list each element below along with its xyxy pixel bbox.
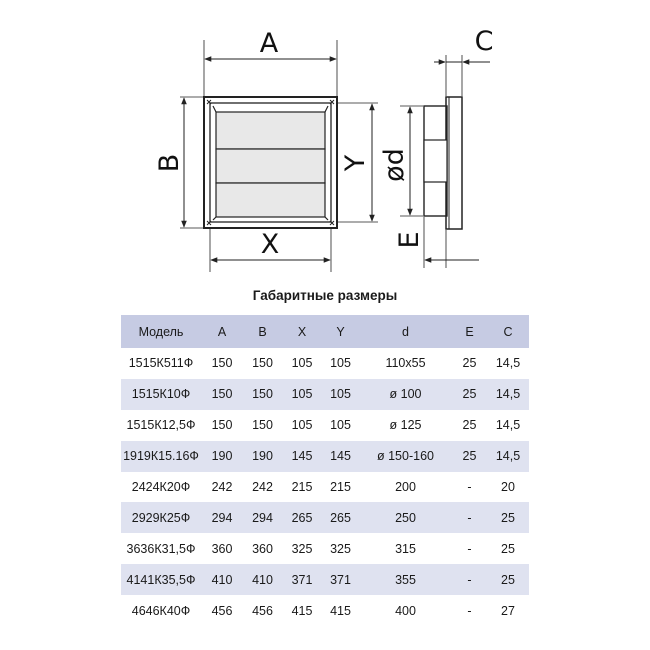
header-model: Модель bbox=[138, 324, 184, 339]
header-y: Y bbox=[336, 324, 345, 339]
cell-model: 3636К31,5Ф bbox=[126, 541, 196, 556]
cell-model: 1515К511Ф bbox=[128, 356, 194, 371]
cell-b: 242 bbox=[252, 480, 273, 494]
table-title: Габаритные размеры bbox=[252, 288, 398, 303]
cell-x: 105 bbox=[291, 356, 313, 371]
header-x: X bbox=[297, 324, 307, 339]
cell-model: 2424К20Ф bbox=[131, 480, 191, 494]
cell-c: 14,5 bbox=[495, 356, 521, 371]
dim-label-a: A bbox=[259, 28, 279, 59]
dim-label-e: E bbox=[394, 231, 425, 249]
cell-y: 265 bbox=[330, 510, 351, 525]
cell-x: 105 bbox=[291, 387, 313, 402]
cell-y: 371 bbox=[330, 572, 351, 587]
louvers bbox=[213, 106, 328, 220]
dim-label-x: X bbox=[260, 229, 280, 260]
cell-b: 150 bbox=[252, 356, 273, 371]
cell-a: 456 bbox=[211, 603, 233, 618]
cell-x: 105 bbox=[291, 418, 313, 433]
cell-a: 150 bbox=[211, 418, 233, 433]
cell-d: 315 bbox=[395, 541, 416, 556]
cell-model: 1919К15.16Ф bbox=[123, 449, 199, 464]
cell-c: 27 bbox=[501, 603, 515, 618]
cell-b: 190 bbox=[252, 449, 273, 464]
cell-y: 105 bbox=[330, 356, 351, 371]
cell-e: - bbox=[467, 603, 472, 618]
header-d: d bbox=[402, 324, 409, 339]
table-row bbox=[121, 564, 529, 595]
cell-model: 4141К35,5Ф bbox=[126, 572, 196, 587]
cell-model: 2929К25Ф bbox=[131, 510, 191, 525]
cell-e: 25 bbox=[462, 418, 477, 433]
table-row bbox=[121, 441, 529, 472]
table-row bbox=[121, 502, 529, 533]
cell-e: 25 bbox=[462, 449, 477, 464]
cell-x: 145 bbox=[291, 449, 313, 464]
cell-model: 1515К12,5Ф bbox=[126, 418, 196, 433]
table-row bbox=[121, 379, 529, 410]
cell-a: 294 bbox=[211, 510, 233, 525]
cell-d: ø 150-160 bbox=[377, 449, 434, 464]
cell-a: 242 bbox=[211, 480, 233, 494]
cell-e: - bbox=[467, 572, 472, 587]
cell-y: 215 bbox=[330, 480, 351, 494]
cell-model: 4646К40Ф bbox=[131, 603, 191, 618]
cell-a: 150 bbox=[211, 387, 233, 402]
louver bbox=[216, 112, 325, 149]
cell-d: 200 bbox=[395, 480, 416, 494]
cell-d: ø 100 bbox=[389, 387, 422, 402]
cell-d: 400 bbox=[395, 603, 416, 618]
cell-a: 150 bbox=[211, 356, 233, 371]
table-row bbox=[121, 533, 529, 564]
cell-y: 145 bbox=[330, 449, 351, 464]
cell-model: 1515К10Ф bbox=[131, 387, 191, 402]
cell-e: 25 bbox=[462, 387, 477, 402]
table-row bbox=[121, 348, 529, 379]
cell-x: 325 bbox=[291, 541, 313, 556]
cell-x: 371 bbox=[291, 572, 313, 587]
cell-y: 415 bbox=[330, 603, 351, 618]
cell-d: 355 bbox=[395, 572, 416, 587]
cell-y: 105 bbox=[330, 387, 351, 402]
cell-x: 265 bbox=[291, 510, 313, 525]
cell-b: 456 bbox=[252, 603, 273, 618]
cell-b: 360 bbox=[252, 541, 273, 556]
cell-c: 20 bbox=[501, 480, 515, 494]
cell-y: 105 bbox=[330, 418, 351, 433]
header-a: A bbox=[217, 324, 227, 339]
louver bbox=[216, 183, 325, 217]
cell-c: 14,5 bbox=[495, 387, 521, 402]
table-row bbox=[121, 410, 529, 441]
dim-label-c: C bbox=[474, 26, 494, 57]
table-header-row bbox=[121, 315, 529, 348]
cell-b: 150 bbox=[252, 387, 273, 402]
cell-a: 410 bbox=[211, 572, 233, 587]
cell-b: 150 bbox=[252, 418, 273, 433]
dimension-drawing bbox=[0, 0, 650, 290]
cell-x: 415 bbox=[291, 603, 313, 618]
header-c: C bbox=[503, 324, 513, 339]
cell-d: 250 bbox=[395, 510, 416, 525]
cell-d: ø 125 bbox=[389, 418, 422, 433]
cell-a: 360 bbox=[211, 541, 233, 556]
cell-c: 25 bbox=[501, 510, 515, 525]
cell-d: 110х55 bbox=[385, 356, 426, 371]
header-b: B bbox=[258, 324, 267, 339]
header-e: E bbox=[465, 324, 474, 339]
cell-a: 190 bbox=[211, 449, 233, 464]
cell-c: 25 bbox=[501, 572, 515, 587]
cell-y: 325 bbox=[330, 541, 351, 556]
cell-c: 25 bbox=[501, 541, 515, 556]
cell-e: 25 bbox=[462, 356, 477, 371]
table-row bbox=[121, 595, 529, 626]
cell-e: - bbox=[467, 541, 472, 556]
cell-e: - bbox=[467, 510, 472, 525]
dim-label-b: B bbox=[154, 153, 185, 173]
dimensions-table bbox=[121, 315, 529, 626]
cell-c: 14,5 bbox=[495, 449, 521, 464]
dim-label-d: ød bbox=[379, 148, 410, 182]
cell-c: 14,5 bbox=[495, 418, 521, 433]
side-grille-plate bbox=[446, 97, 462, 229]
louver bbox=[216, 149, 325, 183]
cell-b: 410 bbox=[252, 572, 273, 587]
cell-x: 215 bbox=[291, 480, 313, 494]
side-spigot-opening bbox=[424, 140, 447, 182]
cell-e: - bbox=[467, 480, 472, 494]
table-row bbox=[121, 472, 529, 503]
cell-b: 294 bbox=[252, 510, 273, 525]
dim-label-y: Y bbox=[340, 154, 371, 172]
